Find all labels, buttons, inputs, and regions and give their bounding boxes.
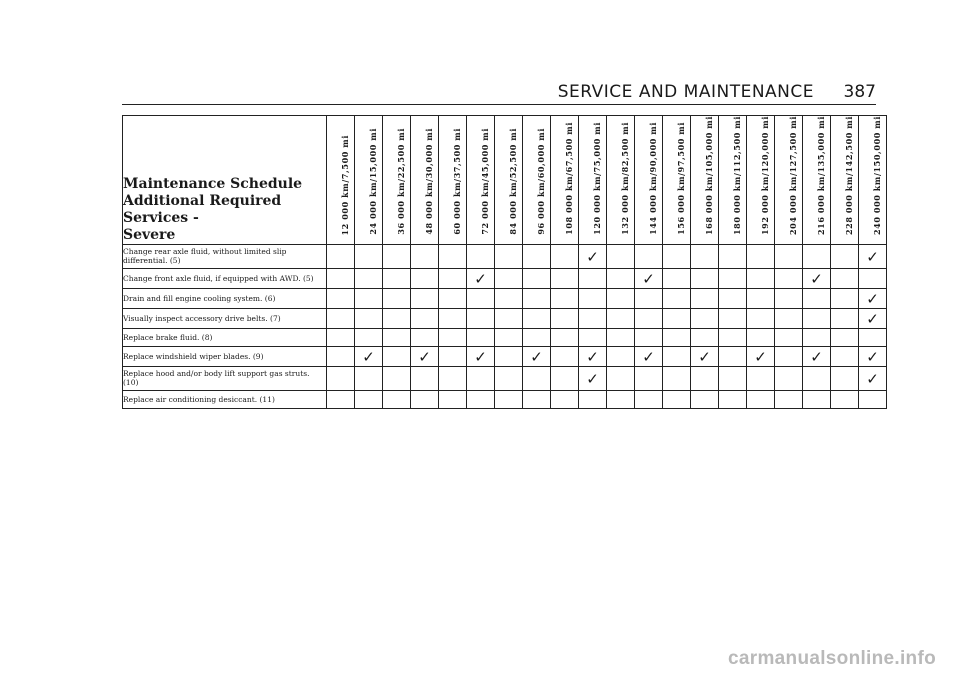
interval-header [747, 116, 775, 245]
interval-cell [467, 366, 495, 390]
interval-cell [495, 308, 523, 328]
interval-cell [355, 346, 383, 366]
interval-cell [383, 328, 411, 346]
interval-cell [355, 390, 383, 408]
interval-label: 60 000 km/37,500 mi [452, 128, 462, 235]
interval-label: 180 000 km/112,500 mi [732, 116, 742, 235]
interval-cell [859, 288, 887, 308]
interval-cell [859, 268, 887, 288]
interval-cell [607, 328, 635, 346]
interval-cell [747, 390, 775, 408]
interval-cell [859, 346, 887, 366]
interval-cell [411, 244, 439, 268]
interval-cell [663, 244, 691, 268]
table-row [123, 328, 887, 346]
interval-cell [803, 328, 831, 346]
interval-cell [747, 328, 775, 346]
interval-cell [411, 288, 439, 308]
interval-label: 24 000 km/15,000 mi [368, 128, 378, 235]
interval-cell [747, 366, 775, 390]
interval-cell [859, 328, 887, 346]
section-title: SERVICE AND MAINTENANCE [557, 82, 814, 102]
interval-cell [439, 366, 467, 390]
interval-cell [551, 328, 579, 346]
interval-cell [635, 390, 663, 408]
interval-cell [803, 244, 831, 268]
interval-label: 156 000 km/97,500 mi [676, 122, 686, 235]
interval-cell [719, 366, 747, 390]
check-mark-icon: ✓ [530, 347, 543, 366]
interval-cell [579, 328, 607, 346]
interval-cell [803, 390, 831, 408]
check-mark-icon: ✓ [642, 269, 655, 288]
interval-cell [691, 366, 719, 390]
interval-cell [523, 308, 551, 328]
interval-cell [635, 346, 663, 366]
service-description: Replace hood and/or body lift support gas struts. (10) [123, 366, 327, 390]
interval-cell [495, 390, 523, 408]
check-mark-icon: ✓ [362, 347, 375, 366]
interval-label: 204 000 km/127,500 mi [788, 116, 798, 235]
interval-cell [327, 244, 355, 268]
service-description: Replace windshield wiper blades. (9) [123, 346, 327, 366]
interval-cell [691, 328, 719, 346]
interval-cell [607, 244, 635, 268]
interval-label: 96 000 km/60,000 mi [536, 128, 546, 235]
interval-cell [691, 288, 719, 308]
table-row [123, 346, 887, 366]
interval-cell [747, 288, 775, 308]
interval-cell [383, 346, 411, 366]
interval-cell [467, 308, 495, 328]
interval-label: 228 000 km/142,500 mi [844, 116, 854, 235]
interval-cell [691, 268, 719, 288]
interval-cell [775, 244, 803, 268]
interval-cell [831, 390, 859, 408]
interval-header [579, 116, 607, 245]
interval-cell [775, 346, 803, 366]
interval-cell [719, 390, 747, 408]
check-mark-icon: ✓ [586, 247, 599, 266]
interval-header [775, 116, 803, 245]
check-mark-icon: ✓ [866, 369, 879, 388]
interval-cell [383, 288, 411, 308]
check-mark-icon: ✓ [866, 309, 879, 328]
interval-cell [467, 244, 495, 268]
interval-cell [327, 268, 355, 288]
check-mark-icon: ✓ [586, 347, 599, 366]
check-mark-icon: ✓ [754, 347, 767, 366]
interval-cell [635, 288, 663, 308]
interval-cell [747, 268, 775, 288]
interval-header [831, 116, 859, 245]
interval-cell [355, 268, 383, 288]
interval-label: 108 000 km/67,500 mi [564, 122, 574, 235]
table-row [123, 268, 887, 288]
interval-cell [551, 288, 579, 308]
check-mark-icon: ✓ [474, 269, 487, 288]
interval-cell [607, 346, 635, 366]
interval-header [439, 116, 467, 245]
interval-cell [607, 288, 635, 308]
check-mark-icon: ✓ [866, 247, 879, 266]
page-header [122, 82, 876, 105]
table-row [123, 244, 887, 268]
interval-cell [467, 288, 495, 308]
interval-cell [635, 244, 663, 268]
interval-label: 192 000 km/120,000 mi [760, 116, 770, 235]
interval-cell [467, 346, 495, 366]
interval-cell [859, 308, 887, 328]
interval-header [327, 116, 355, 245]
interval-header [635, 116, 663, 245]
interval-label: 36 000 km/22,500 mi [396, 128, 406, 235]
interval-header [859, 116, 887, 245]
interval-cell [523, 390, 551, 408]
interval-cell [467, 328, 495, 346]
table-title [123, 116, 327, 245]
interval-header [383, 116, 411, 245]
interval-cell [663, 308, 691, 328]
interval-cell [635, 328, 663, 346]
interval-header-row [123, 116, 887, 245]
interval-cell [663, 346, 691, 366]
table-row [123, 390, 887, 408]
interval-label: 72 000 km/45,000 mi [480, 128, 490, 235]
interval-cell [327, 390, 355, 408]
interval-cell [775, 390, 803, 408]
service-description: Replace air conditioning desiccant. (11) [123, 390, 327, 408]
interval-cell [691, 244, 719, 268]
interval-header [495, 116, 523, 245]
interval-cell [747, 244, 775, 268]
interval-cell [355, 308, 383, 328]
table-row [123, 366, 887, 390]
interval-cell [467, 390, 495, 408]
interval-cell [327, 366, 355, 390]
interval-cell [579, 268, 607, 288]
interval-cell [439, 288, 467, 308]
check-mark-icon: ✓ [586, 369, 599, 388]
interval-cell [607, 390, 635, 408]
interval-cell [607, 268, 635, 288]
interval-cell [607, 308, 635, 328]
interval-cell [831, 244, 859, 268]
interval-cell [775, 308, 803, 328]
interval-cell [411, 346, 439, 366]
interval-cell [663, 328, 691, 346]
interval-cell [691, 346, 719, 366]
interval-cell [719, 346, 747, 366]
interval-cell [495, 268, 523, 288]
interval-cell [523, 328, 551, 346]
interval-label: 168 000 km/105,000 mi [704, 116, 714, 235]
interval-cell [495, 288, 523, 308]
interval-cell [439, 390, 467, 408]
interval-cell [551, 390, 579, 408]
interval-cell [495, 366, 523, 390]
interval-cell [775, 268, 803, 288]
interval-cell [327, 288, 355, 308]
table-title-line-2: Additional Required Services - [123, 192, 282, 226]
interval-cell [719, 268, 747, 288]
interval-cell [551, 308, 579, 328]
interval-header [691, 116, 719, 245]
check-mark-icon: ✓ [418, 347, 431, 366]
check-mark-icon: ✓ [474, 347, 487, 366]
interval-label: 12 000 km/7,500 mi [340, 134, 350, 235]
interval-cell [579, 390, 607, 408]
interval-header [607, 116, 635, 245]
interval-cell [355, 366, 383, 390]
interval-cell [859, 366, 887, 390]
check-mark-icon: ✓ [810, 347, 823, 366]
interval-cell [439, 346, 467, 366]
interval-cell [495, 346, 523, 366]
interval-cell [467, 268, 495, 288]
interval-cell [439, 244, 467, 268]
interval-cell [327, 328, 355, 346]
interval-cell [691, 308, 719, 328]
interval-cell [551, 268, 579, 288]
interval-cell [859, 244, 887, 268]
interval-cell [523, 288, 551, 308]
check-mark-icon: ✓ [866, 347, 879, 366]
interval-cell [859, 390, 887, 408]
interval-cell [579, 288, 607, 308]
interval-cell [411, 308, 439, 328]
interval-cell [439, 308, 467, 328]
interval-cell [831, 308, 859, 328]
interval-cell [663, 268, 691, 288]
interval-label: 84 000 km/52,500 mi [508, 128, 518, 235]
service-description: Change rear axle fluid, without limited slip differential. (5) [123, 244, 327, 268]
interval-header [551, 116, 579, 245]
interval-cell [327, 346, 355, 366]
service-description: Change front axle fluid, if equipped with AWD. (5) [123, 268, 327, 288]
interval-cell [355, 328, 383, 346]
interval-cell [383, 308, 411, 328]
interval-cell [803, 366, 831, 390]
interval-cell [719, 328, 747, 346]
interval-cell [747, 308, 775, 328]
maintenance-schedule-table [122, 115, 887, 409]
interval-cell [523, 346, 551, 366]
interval-cell [579, 244, 607, 268]
service-description: Visually inspect accessory drive belts. (7) [123, 308, 327, 328]
interval-label: 132 000 km/82,500 mi [620, 122, 630, 235]
service-description: Replace brake fluid. (8) [123, 328, 327, 346]
interval-cell [635, 308, 663, 328]
table-title-line-1: Maintenance Schedule [123, 175, 303, 192]
interval-cell [775, 288, 803, 308]
interval-cell [831, 366, 859, 390]
interval-cell [719, 308, 747, 328]
interval-cell [831, 328, 859, 346]
interval-cell [579, 308, 607, 328]
interval-cell [635, 366, 663, 390]
interval-cell [523, 268, 551, 288]
interval-cell [411, 268, 439, 288]
check-mark-icon: ✓ [698, 347, 711, 366]
interval-cell [579, 346, 607, 366]
interval-header [355, 116, 383, 245]
check-mark-icon: ✓ [642, 347, 655, 366]
service-description: Drain and fill engine cooling system. (6) [123, 288, 327, 308]
interval-cell [355, 244, 383, 268]
interval-cell [803, 288, 831, 308]
interval-cell [495, 244, 523, 268]
interval-cell [747, 346, 775, 366]
interval-cell [383, 390, 411, 408]
table-row [123, 308, 887, 328]
interval-cell [831, 268, 859, 288]
interval-cell [411, 390, 439, 408]
interval-cell [327, 308, 355, 328]
interval-cell [523, 366, 551, 390]
interval-cell [635, 268, 663, 288]
interval-cell [691, 390, 719, 408]
interval-cell [495, 328, 523, 346]
interval-header [663, 116, 691, 245]
interval-cell [775, 366, 803, 390]
interval-cell [383, 366, 411, 390]
interval-label: 120 000 km/75,000 mi [592, 122, 602, 235]
interval-cell [579, 366, 607, 390]
interval-cell [775, 328, 803, 346]
interval-cell [663, 366, 691, 390]
page-number: 387 [843, 82, 876, 102]
check-mark-icon: ✓ [810, 269, 823, 288]
interval-cell [831, 288, 859, 308]
interval-cell [607, 366, 635, 390]
table-row [123, 288, 887, 308]
interval-header [523, 116, 551, 245]
interval-cell [523, 244, 551, 268]
interval-label: 240 000 km/150,000 mi [872, 116, 882, 235]
interval-cell [411, 366, 439, 390]
interval-cell [719, 288, 747, 308]
table-title-line-3: Severe [123, 226, 176, 243]
interval-cell [355, 288, 383, 308]
interval-cell [439, 328, 467, 346]
interval-cell [551, 346, 579, 366]
interval-cell [803, 346, 831, 366]
watermark: carmanualsonline.info [728, 648, 936, 669]
interval-cell [383, 244, 411, 268]
interval-cell [803, 308, 831, 328]
interval-cell [663, 390, 691, 408]
interval-cell [831, 346, 859, 366]
interval-header [803, 116, 831, 245]
interval-label: 48 000 km/30,000 mi [424, 128, 434, 235]
interval-cell [803, 268, 831, 288]
interval-cell [411, 328, 439, 346]
check-mark-icon: ✓ [866, 289, 879, 308]
interval-label: 144 000 km/90,000 mi [648, 122, 658, 235]
interval-header [411, 116, 439, 245]
interval-cell [383, 268, 411, 288]
interval-label: 216 000 km/135,000 mi [816, 116, 826, 235]
interval-header [467, 116, 495, 245]
interval-cell [551, 244, 579, 268]
interval-header [719, 116, 747, 245]
interval-cell [719, 244, 747, 268]
interval-cell [663, 288, 691, 308]
interval-cell [439, 268, 467, 288]
interval-cell [551, 366, 579, 390]
